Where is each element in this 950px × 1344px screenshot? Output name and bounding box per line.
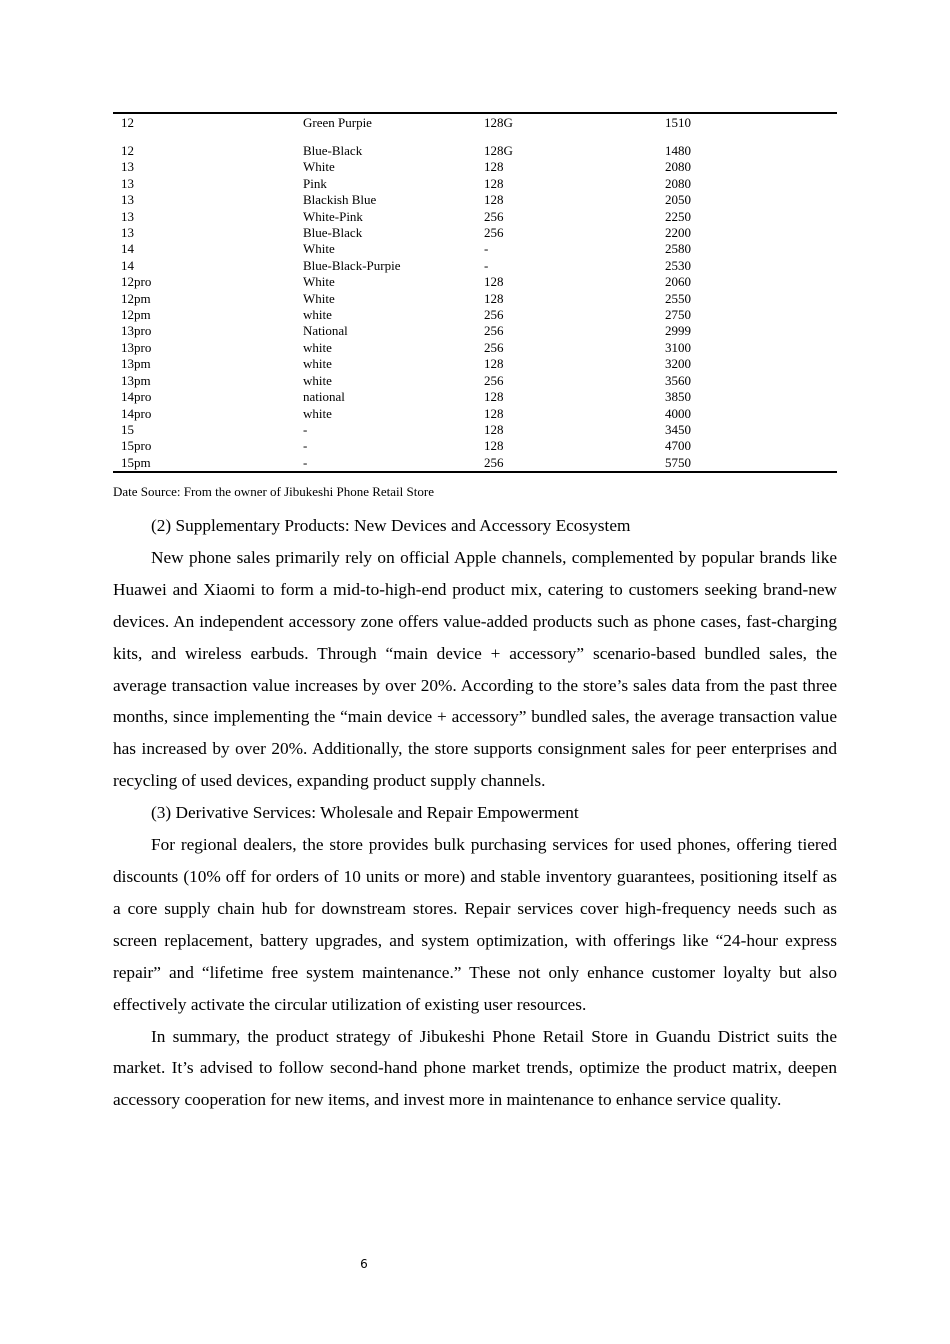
color-cell: white — [303, 405, 332, 421]
model-cell: 13pro — [121, 339, 152, 355]
model-cell: 13 — [121, 159, 134, 175]
price-cell: 2200 — [665, 225, 691, 241]
color-cell: White-Pink — [303, 208, 363, 224]
table-row — [113, 176, 837, 192]
price-cell: 2080 — [665, 159, 691, 175]
price-cell: 3850 — [665, 389, 691, 405]
color-cell: white — [303, 339, 332, 355]
table-row — [113, 192, 837, 208]
storage-cell: 128 — [484, 405, 504, 421]
storage-cell: 128 — [484, 356, 504, 372]
storage-cell: 128G — [484, 115, 513, 130]
table-row — [113, 373, 837, 389]
color-cell: Blue-Black-Purpie — [303, 257, 401, 273]
model-cell: 12pm — [121, 290, 151, 306]
color-cell: - — [303, 454, 308, 470]
model-cell: 15pro — [121, 438, 152, 454]
color-cell: White — [303, 290, 335, 306]
price-cell: 3560 — [665, 372, 691, 388]
table-source-note: Date Source: From the owner of Jibukeshi Phone Retail Store — [113, 484, 434, 499]
storage-cell: - — [484, 257, 489, 273]
table-row — [113, 225, 837, 241]
table-row — [113, 455, 837, 472]
price-cell: 4700 — [665, 438, 691, 454]
color-cell: Blue-Black — [303, 143, 363, 158]
model-cell: 13 — [121, 208, 134, 224]
model-cell: 12pro — [121, 274, 152, 290]
price-cell: 2999 — [665, 323, 691, 339]
storage-cell: 256 — [484, 339, 504, 355]
model-cell: 13 — [121, 175, 134, 191]
storage-cell: 256 — [484, 307, 504, 323]
storage-cell: 256 — [484, 225, 504, 241]
color-cell: white — [303, 307, 332, 323]
price-cell: 3100 — [665, 339, 691, 355]
table-row — [113, 356, 837, 372]
storage-cell: 256 — [484, 454, 504, 470]
storage-cell: 128 — [484, 274, 504, 290]
price-cell: 2580 — [665, 241, 691, 257]
price-cell: 5750 — [665, 454, 691, 470]
table-row — [113, 422, 837, 438]
page-number: 6 — [360, 1257, 368, 1271]
table-row — [113, 258, 837, 274]
table-row — [113, 340, 837, 356]
storage-cell: 128 — [484, 389, 504, 405]
price-cell: 3450 — [665, 421, 691, 437]
paragraph-supplementary: New phone sales primarily rely on official Apple channels, complemented by popular brands like Huawei and Xiaomi to form a mid-to-high-end product mix, catering to customers seeking brand-new devices. An independent accessory zone offers value-added products such as phone cases, fast-charging kits, and wireless earbuds. Through “main device + accessory” scenario-based bundled sales, the average transaction value increases by over 20%. According to the store’s sales data from the past three months, since implementing the “main device + accessory” bundled sales, the average transaction value has increased by over 20%. Additionally, the store supports consignment sales for peer enterprises and recycling of used devices, expanding product supply channels. — [113, 547, 837, 791]
model-cell: 12 — [121, 115, 134, 130]
phone-price-table-container — [113, 112, 837, 473]
table-row — [113, 143, 837, 159]
model-cell: 14pro — [121, 405, 152, 421]
color-cell: Green Purpie — [303, 115, 372, 130]
paragraph-summary: In summary, the product strategy of Jibukeshi Phone Retail Store in Guandu District suits the market. It’s advised to follow second-hand phone market trends, optimize the product matrix, deepen accessory cooperation for new items, and invest more in maintenance to enhance service quality. — [113, 1026, 837, 1110]
color-cell: - — [303, 421, 308, 437]
table-row — [113, 307, 837, 323]
price-cell: 2060 — [665, 274, 691, 290]
price-cell: 1480 — [665, 143, 691, 158]
storage-cell: 128 — [484, 290, 504, 306]
model-cell: 13pro — [121, 323, 152, 339]
model-cell: 13pm — [121, 372, 151, 388]
color-cell: White — [303, 274, 335, 290]
color-cell: Blackish Blue — [303, 192, 377, 208]
price-cell: 2530 — [665, 257, 691, 273]
table-row — [113, 291, 837, 307]
paragraph-derivative: For regional dealers, the store provides bulk purchasing services for used phones, offering tiered discounts (10% off for orders of 10 units or more) and stable inventory guarantees, positioning itself as a core supply chain hub for downstream stores. Repair services cover high-frequency needs such as screen replacement, battery upgrades, and system optimization, with offerings like “24-hour express repair” and “lifetime free system maintenance.” These not only enhance customer loyalty but also effectively activate the circular utilization of existing user resources. — [113, 835, 837, 1014]
storage-cell: 128 — [484, 438, 504, 454]
table-row — [113, 406, 837, 422]
storage-cell: 128G — [484, 143, 513, 158]
model-cell: 14 — [121, 257, 134, 273]
model-cell: 14pro — [121, 389, 152, 405]
color-cell: National — [303, 323, 348, 339]
color-cell: White — [303, 159, 335, 175]
model-cell: 15 — [121, 421, 134, 437]
price-cell: 2750 — [665, 307, 691, 323]
price-cell: 2550 — [665, 290, 691, 306]
table-row — [113, 209, 837, 225]
price-cell: 2250 — [665, 208, 691, 224]
model-cell: 13 — [121, 225, 134, 241]
model-cell: 15pm — [121, 454, 151, 470]
price-cell: 2050 — [665, 192, 691, 208]
table-row — [113, 274, 837, 290]
storage-cell: - — [484, 241, 489, 257]
table-row — [113, 113, 837, 143]
table-row — [113, 323, 837, 339]
color-cell: White — [303, 241, 335, 257]
model-cell: 14 — [121, 241, 134, 257]
phone-price-table-body — [113, 113, 837, 472]
color-cell: white — [303, 356, 332, 372]
phone-price-table — [113, 112, 837, 473]
price-cell: 1510 — [665, 115, 691, 130]
price-cell: 3200 — [665, 356, 691, 372]
storage-cell: 128 — [484, 175, 504, 191]
storage-cell: 256 — [484, 323, 504, 339]
color-cell: national — [303, 389, 345, 405]
body-text — [113, 510, 837, 1116]
storage-cell: 128 — [484, 421, 504, 437]
table-row — [113, 389, 837, 405]
section-heading-supplementary: (2) Supplementary Products: New Devices and Accessory Ecosystem — [151, 516, 631, 535]
model-cell: 13pm — [121, 356, 151, 372]
table-row — [113, 241, 837, 257]
color-cell: white — [303, 372, 332, 388]
price-cell: 2080 — [665, 175, 691, 191]
model-cell: 13 — [121, 192, 134, 208]
storage-cell: 256 — [484, 372, 504, 388]
storage-cell: 128 — [484, 192, 504, 208]
model-cell: 12pm — [121, 307, 151, 323]
model-cell: 12 — [121, 143, 134, 158]
section-heading-derivative: (3) Derivative Services: Wholesale and Repair Empowerment — [151, 803, 579, 823]
color-cell: - — [303, 438, 308, 454]
storage-cell: 256 — [484, 208, 504, 224]
color-cell: Blue-Black — [303, 225, 363, 241]
storage-cell: 128 — [484, 159, 504, 175]
table-row — [113, 159, 837, 175]
table-row — [113, 438, 837, 454]
color-cell: Pink — [303, 175, 327, 191]
price-cell: 4000 — [665, 405, 691, 421]
